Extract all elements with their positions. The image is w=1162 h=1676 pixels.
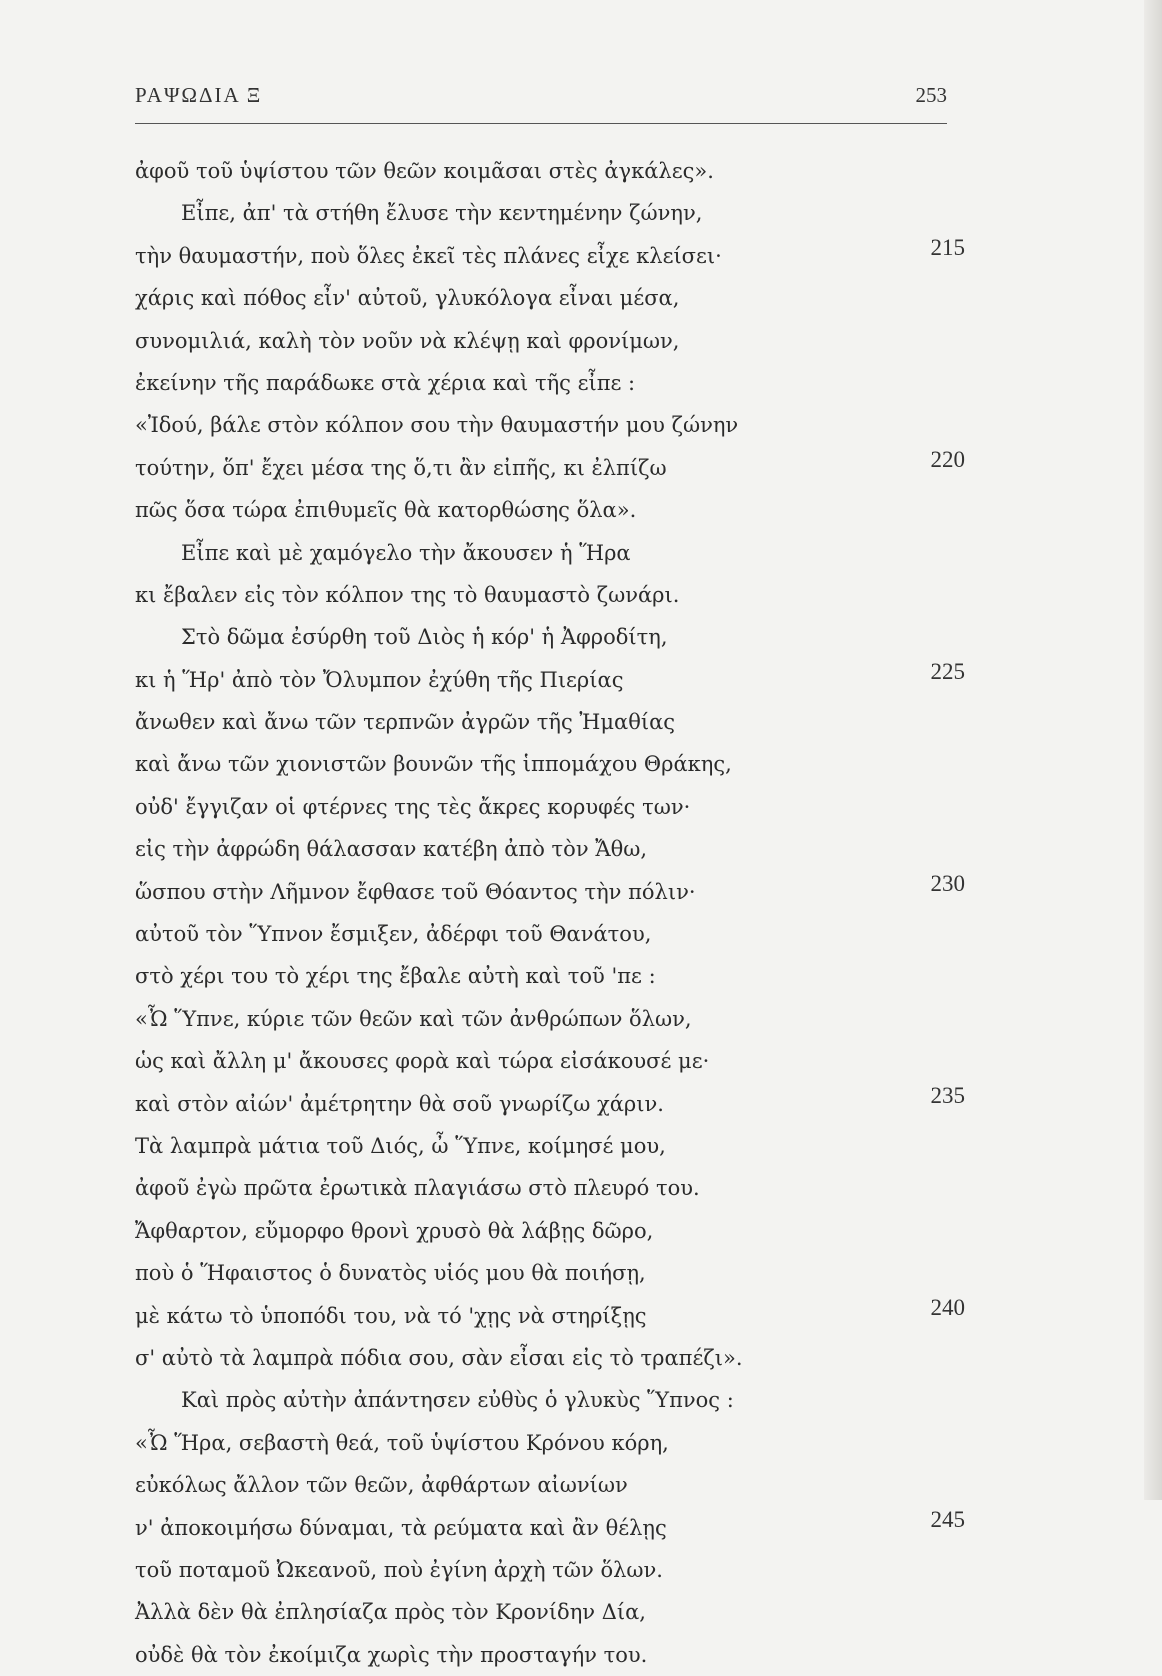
- page-header: [135, 83, 947, 123]
- verse-text: χάρις καὶ πόθος εἶν' αὐτοῦ, γλυκόλογα εἶναι μέσα,: [135, 286, 680, 311]
- verse-text: αὐτοῦ τὸν Ὕπνον ἔσμιξεν, ἀδέρφι τοῦ Θανάτου,: [135, 922, 652, 947]
- verse-text: τούτην, ὅπ' ἔχει μέσα της ὅ,τι ἂν εἰπῆς, κι ἐλπίζω: [135, 455, 667, 480]
- verse-text: Ἄφθαρτον, εὔμορφο θρονὶ χρυσὸ θὰ λάβῃς δῶρο,: [135, 1218, 654, 1243]
- verse-text: πῶς ὅσα τώρα ἐπιθυμεῖς θὰ κατορθώσης ὅλα».: [135, 498, 637, 523]
- verse-line: [135, 150, 975, 192]
- verse-line: [135, 913, 975, 955]
- verse-line: [135, 1591, 975, 1633]
- verse-text: Στὸ δῶμα ἐσύρθη τοῦ Διὸς ἡ κόρ' ἡ Ἀφροδίτη,: [181, 625, 668, 650]
- verse-text: «Ὦ Ἥρα, σεβαστὴ θεά, τοῦ ὑψίστου Κρόνου κόρη,: [135, 1430, 669, 1455]
- verse-text: στὸ χέρι του τὸ χέρι της ἔβαλε αὐτὴ καὶ τοῦ 'πε :: [135, 964, 656, 989]
- verse-text: ὡς καὶ ἄλλη μ' ἄκουσες φορὰ καὶ τώρα εἰσάκουσέ με·: [135, 1049, 710, 1074]
- header-rule: [135, 123, 947, 124]
- line-number: 220: [930, 446, 965, 472]
- verse-line: [135, 1634, 975, 1676]
- verse-text: εὐκόλως ἄλλον τῶν θεῶν, ἀφθάρτων αἰωνίων: [135, 1473, 628, 1498]
- line-number: 225: [930, 658, 965, 684]
- verse-line: [135, 320, 975, 362]
- line-number: 235: [930, 1082, 965, 1108]
- verse-line: [135, 1337, 975, 1379]
- verse-line: [135, 1422, 975, 1464]
- verse-text: συνομιλιά, καλὴ τὸν νοῦν νὰ κλέψῃ καὶ φρονίμων,: [135, 328, 680, 353]
- verse-text: ἀφοῦ ἐγὼ πρῶτα ἐρωτικὰ πλαγιάσω στὸ πλευρό του.: [135, 1176, 700, 1201]
- verse-text: ποὺ ὁ Ἥφαιστος ὁ δυνατὸς υἱός μου θὰ ποιήσῃ,: [135, 1261, 646, 1286]
- verse-line: [135, 1210, 975, 1252]
- verse-line: [135, 235, 975, 277]
- verse-text: ν' ἀποκοιμήσω δύναμαι, τὰ ρεύματα καὶ ἂν θέλῃς: [135, 1515, 667, 1540]
- verse-line: [135, 1295, 975, 1337]
- running-title: ΡΑΨΩΔΙΑ Ξ: [135, 83, 263, 107]
- verse-text: «Ὦ Ὕπνε, κύριε τῶν θεῶν καὶ τῶν ἀνθρώπων ὅλων,: [135, 1006, 692, 1031]
- verse-line: [135, 1379, 975, 1421]
- verse-line: [135, 532, 975, 574]
- verse-block: [135, 150, 975, 1676]
- verse-line: [135, 1125, 975, 1167]
- verse-line: [135, 277, 975, 319]
- verse-line: [135, 1083, 975, 1125]
- verse-line: [135, 404, 975, 446]
- verse-line: [135, 955, 975, 997]
- verse-text: κι ἔβαλεν εἰς τὸν κόλπον της τὸ θαυμαστὸ ζωνάρι.: [135, 582, 680, 607]
- page-number: 253: [915, 83, 947, 107]
- verse-line: [135, 1167, 975, 1209]
- verse-line: [135, 362, 975, 404]
- verse-line: [135, 1040, 975, 1082]
- verse-text: «Ἰδού, βάλε στὸν κόλπον σου τὴν θαυμαστήν μου ζώνην: [135, 413, 739, 438]
- verse-line: [135, 701, 975, 743]
- verse-text: μὲ κάτω τὸ ὑποπόδι του, νὰ τό 'χῃς νὰ στηρίξῃς: [135, 1303, 647, 1328]
- verse-text: κι ἡ Ἥρ' ἀπὸ τὸν Ὄλυμπον ἐχύθη τῆς Πιερίας: [135, 667, 624, 692]
- verse-line: [135, 743, 975, 785]
- verse-text: ἄνωθεν καὶ ἄνω τῶν τερπνῶν ἀγρῶν τῆς Ἠμαθίας: [135, 710, 676, 735]
- verse-text: Εἶπε καὶ μὲ χαμόγελο τὴν ἄκουσεν ἡ Ἥρα: [181, 540, 631, 565]
- verse-line: [135, 1507, 975, 1549]
- verse-text: σ' αὐτὸ τὰ λαμπρὰ πόδια σου, σὰν εἶσαι εἰς τὸ τραπέζι».: [135, 1345, 743, 1370]
- verse-text: Εἶπε, ἀπ' τὰ στήθη ἔλυσε τὴν κεντημένην ζώνην,: [181, 201, 703, 226]
- verse-text: οὐδὲ θὰ τὸν ἐκοίμιζα χωρὶς τὴν προσταγήν του.: [135, 1642, 648, 1667]
- verse-line: [135, 1252, 975, 1294]
- verse-text: Καὶ πρὸς αὐτὴν ἀπάντησεν εὐθὺς ὁ γλυκὺς Ὕπνος :: [181, 1388, 734, 1413]
- verse-line: [135, 447, 975, 489]
- verse-line: [135, 1549, 975, 1591]
- verse-text: ἀφοῦ τοῦ ὑψίστου τῶν θεῶν κοιμᾶσαι στὲς ἀγκάλες».: [135, 159, 714, 183]
- verse-line: [135, 1464, 975, 1506]
- verse-line: [135, 871, 975, 913]
- verse-text: εἰς τὴν ἀφρώδη θάλασσαν κατέβη ἀπὸ τὸν Ἄθω,: [135, 837, 648, 862]
- verse-text: Ἀλλὰ δὲν θὰ ἐπλησίαζα πρὸς τὸν Κρονίδην Δία,: [135, 1600, 646, 1625]
- verse-line: [135, 616, 975, 658]
- verse-line: [135, 192, 975, 234]
- verse-line: [135, 786, 975, 828]
- line-number: 240: [930, 1294, 965, 1320]
- verse-text: τοῦ ποταμοῦ Ὠκεανοῦ, ποὺ ἐγίνη ἀρχὴ τῶν ὅλων.: [135, 1557, 663, 1582]
- verse-text: οὐδ' ἔγγιζαν οἱ φτέρνες της τὲς ἄκρες κορυφές των·: [135, 794, 691, 819]
- verse-text: τὴν θαυμαστήν, ποὺ ὅλες ἐκεῖ τὲς πλάνες εἶχε κλείσει·: [135, 243, 722, 268]
- verse-line: [135, 998, 975, 1040]
- verse-line: [135, 574, 975, 616]
- verse-line: [135, 828, 975, 870]
- line-number: 245: [930, 1506, 965, 1532]
- verse-line: [135, 659, 975, 701]
- verse-text: ἐκείνην τῆς παράδωκε στὰ χέρια καὶ τῆς εἶπε :: [135, 370, 636, 395]
- verse-text: καὶ στὸν αἰών' ἀμέτρητην θὰ σοῦ γνωρίζω χάριν.: [135, 1091, 664, 1116]
- verse-line: [135, 489, 975, 531]
- line-number: 230: [930, 870, 965, 896]
- verse-text: Τὰ λαμπρὰ μάτια τοῦ Διός, ὦ Ὕπνε, κοίμησέ μου,: [135, 1133, 666, 1158]
- line-number: 215: [930, 234, 965, 260]
- verse-text: ὥσπου στὴν Λῆμνον ἔφθασε τοῦ Θόαντος τὴν πόλιν·: [135, 879, 696, 904]
- verse-text: καὶ ἄνω τῶν χιονιστῶν βουνῶν τῆς ἱππομάχου Θράκης,: [135, 752, 732, 777]
- page-edge-shadow: [1144, 0, 1162, 1500]
